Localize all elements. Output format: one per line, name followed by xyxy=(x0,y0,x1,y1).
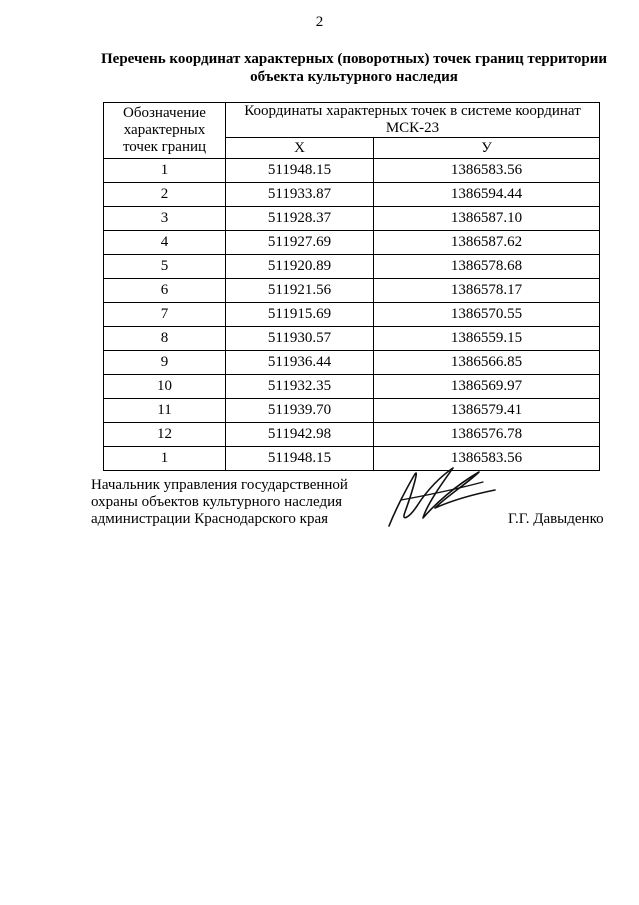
table-row xyxy=(104,327,600,351)
cell-y: 1386587.62 xyxy=(374,231,600,255)
cell-y: 1386578.68 xyxy=(374,255,600,279)
signatory-name: Г.Г. Давыденко xyxy=(508,511,604,527)
cell-x: 511927.69 xyxy=(226,231,374,255)
cell-point: 10 xyxy=(104,375,226,399)
table-row xyxy=(104,207,600,231)
coordinates-table xyxy=(103,102,600,471)
cell-x: 511942.98 xyxy=(226,423,374,447)
cell-x: 511933.87 xyxy=(226,183,374,207)
table-row xyxy=(104,447,600,471)
table-row xyxy=(104,351,600,375)
cell-x: 511921.56 xyxy=(226,279,374,303)
cell-x: 511930.57 xyxy=(226,327,374,351)
cell-point: 12 xyxy=(104,423,226,447)
signatory-position-line: администрации Краснодарского края xyxy=(91,511,329,527)
table-row xyxy=(104,159,600,183)
signatory-position-line: Начальник управления государственной xyxy=(91,477,348,493)
header-point-line: Обозначение xyxy=(123,105,206,121)
header-coord-line: Координаты характерных точек в системе координат xyxy=(244,103,581,119)
header-y: У xyxy=(374,138,600,159)
cell-point: 5 xyxy=(104,255,226,279)
page-number: 2 xyxy=(315,14,324,30)
cell-x: 511939.70 xyxy=(226,399,374,423)
cell-y: 1386587.10 xyxy=(374,207,600,231)
cell-point: 9 xyxy=(104,351,226,375)
cell-y: 1386583.56 xyxy=(374,447,600,471)
handwritten-signature xyxy=(383,460,503,532)
cell-x: 511948.15 xyxy=(226,159,374,183)
cell-x: 511932.35 xyxy=(226,375,374,399)
table-row xyxy=(104,279,600,303)
cell-point: 8 xyxy=(104,327,226,351)
cell-y: 1386566.85 xyxy=(374,351,600,375)
header-coordinate-system xyxy=(226,103,600,138)
cell-y: 1386579.41 xyxy=(374,399,600,423)
cell-y: 1386583.56 xyxy=(374,159,600,183)
cell-x: 511948.15 xyxy=(226,447,374,471)
cell-y: 1386569.97 xyxy=(374,375,600,399)
table-row xyxy=(104,303,600,327)
cell-point: 1 xyxy=(104,159,226,183)
header-x: Х xyxy=(226,138,374,159)
table-row xyxy=(104,375,600,399)
cell-point: 7 xyxy=(104,303,226,327)
table-row xyxy=(104,255,600,279)
table-row xyxy=(104,231,600,255)
header-point-line: характерных xyxy=(123,122,206,138)
cell-x: 511936.44 xyxy=(226,351,374,375)
table-row xyxy=(104,183,600,207)
header-point-designation xyxy=(104,103,226,159)
cell-y: 1386594.44 xyxy=(374,183,600,207)
header-point-line: точек границ xyxy=(122,139,207,155)
document-title xyxy=(84,50,624,86)
cell-y: 1386570.55 xyxy=(374,303,600,327)
table-row xyxy=(104,423,600,447)
cell-point: 11 xyxy=(104,399,226,423)
document-title-line-2: объекта культурного наследия xyxy=(250,69,458,85)
cell-point: 4 xyxy=(104,231,226,255)
signatory-position xyxy=(91,477,348,528)
cell-point: 3 xyxy=(104,207,226,231)
cell-point: 2 xyxy=(104,183,226,207)
header-coord-line: МСК-23 xyxy=(385,120,440,136)
table-body xyxy=(104,159,600,471)
cell-x: 511928.37 xyxy=(226,207,374,231)
signatory-position-line: охраны объектов культурного наследия xyxy=(91,494,343,510)
cell-y: 1386576.78 xyxy=(374,423,600,447)
cell-y: 1386578.17 xyxy=(374,279,600,303)
cell-point: 1 xyxy=(104,447,226,471)
cell-point: 6 xyxy=(104,279,226,303)
table-row xyxy=(104,399,600,423)
cell-x: 511920.89 xyxy=(226,255,374,279)
document-title-line-1: Перечень координат характерных (поворотных) точек границ территории xyxy=(101,51,607,67)
cell-x: 511915.69 xyxy=(226,303,374,327)
cell-y: 1386559.15 xyxy=(374,327,600,351)
